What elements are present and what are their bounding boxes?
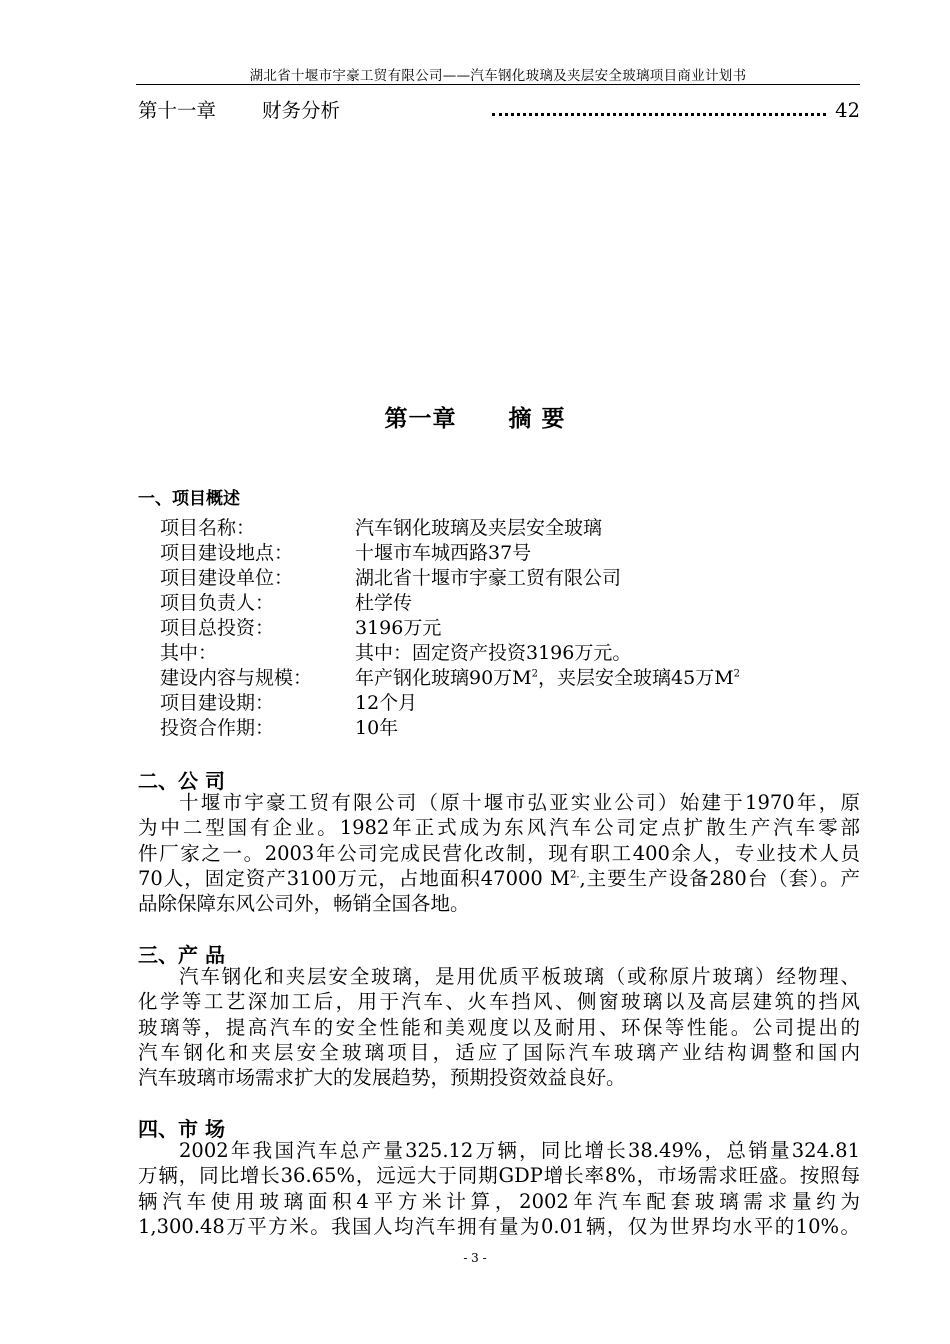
overview-key: 项目负责人：	[160, 592, 275, 614]
toc-entry	[138, 96, 860, 126]
section-heading-overview: 一、项目概述	[138, 489, 240, 509]
product-paragraph	[138, 964, 860, 1090]
overview-value: 湖北省十堰市宇豪工贸有限公司	[355, 567, 622, 589]
header-rule	[136, 84, 860, 85]
paragraph-line: 件厂家之一。2003年公司完成民营化改制，现有职工400余人，专业技术人员	[138, 841, 860, 865]
paragraph-line: 汽车玻璃市场需求扩大的发展趋势，预期投资效益良好。	[138, 1066, 626, 1090]
overview-value: 12个月	[355, 692, 418, 714]
paragraph-line: 玻璃等，提高汽车的安全性能和美观度以及耐用、环保等性能。公司提出的	[138, 1015, 860, 1039]
overview-value: 杜学传	[355, 592, 413, 614]
paragraph-line: 1,300.48万平方米。我国人均汽车拥有量为0.01辆，仅为世界均水平的10%。	[138, 1214, 860, 1238]
paragraph-line: 十堰市宇豪工贸有限公司（原十堰市弘亚实业公司）始建于1970年，原	[179, 791, 860, 814]
chapter-title: 摘 要	[508, 405, 566, 432]
paragraph-line	[138, 866, 860, 891]
overview-key: 项目建设期：	[160, 692, 275, 714]
company-paragraph	[138, 790, 860, 916]
section-heading-product: 三、产 品	[138, 943, 225, 967]
paragraph-line: 万辆，同比增长36.65%，远远大于同期GDP增长率8%，市场需求旺盛。按照每	[138, 1164, 860, 1188]
paragraph-line: 为中二型国有企业。1982年正式成为东风汽车公司定点扩散生产汽车零部	[138, 816, 860, 840]
toc-leader-dots	[492, 113, 826, 116]
overview-value	[355, 666, 740, 691]
overview-key: 其中：	[160, 642, 218, 664]
overview-value: 10年	[355, 717, 399, 739]
overview-key: 项目名称：	[160, 517, 256, 539]
toc-chapter-number: 第十一章	[138, 99, 217, 122]
overview-key: 项目建设单位：	[160, 567, 294, 589]
running-header: 湖北省十堰市宇豪工贸有限公司——汽车钢化玻璃及夹层安全玻璃项目商业计划书	[249, 68, 747, 84]
overview-key: 建设内容与规模：	[160, 667, 313, 689]
paragraph-line: 汽车钢化和夹层安全玻璃项目，适应了国际汽车玻璃产业结构调整和国内	[138, 1040, 860, 1064]
section-heading-market: 四、市 场	[138, 1117, 225, 1141]
chapter-heading	[0, 400, 950, 433]
line-text: 70人，固定资产3100万元，占地面积47000 M	[138, 866, 570, 890]
superscript: 2	[531, 668, 539, 680]
paragraph-line: 品除保障东风公司外，畅销全国各地。	[138, 892, 470, 916]
overview-value: 其中：固定资产投资3196万元。	[355, 642, 632, 664]
line-text: ,主要生产设备280台（套）。产	[579, 866, 861, 890]
toc-chapter-title: 财务分析	[262, 99, 341, 122]
page-number: - 3 -	[463, 1251, 487, 1265]
market-paragraph	[138, 1138, 860, 1239]
scale-text-a: 年产钢化玻璃90万M	[355, 667, 532, 689]
overview-key: 项目总投资：	[160, 617, 275, 639]
paragraph-line: 化学等工艺深加工后，用于汽车、火车挡风、侧窗玻璃以及高层建筑的挡风	[138, 990, 860, 1014]
overview-value: 汽车钢化玻璃及夹层安全玻璃	[355, 517, 603, 539]
toc-page-number: 42	[835, 99, 860, 122]
paragraph-line: 汽车钢化和夹层安全玻璃，是用优质平板玻璃（或称原片玻璃）经物理、	[179, 965, 860, 988]
overview-key: 项目建设地点：	[160, 542, 294, 564]
overview-key: 投资合作期：	[160, 717, 275, 739]
chapter-label: 第一章	[384, 405, 457, 432]
section-heading-company: 二、公 司	[138, 769, 225, 793]
paragraph-line: 辆汽车使用玻璃面积4平方米计算，2002年汽车配套玻璃需求量约为	[138, 1189, 860, 1213]
paragraph-line: 2002年我国汽车总产量325.12万辆，同比增长38.49%，总销量324.81	[179, 1139, 860, 1162]
overview-value: 十堰市车城西路37号	[355, 542, 532, 564]
scale-text-b: ，夹层安全玻璃45万M	[538, 667, 734, 689]
overview-value: 3196万元	[355, 617, 442, 639]
superscript: 2	[733, 668, 741, 680]
superscript: 2.	[569, 869, 580, 881]
